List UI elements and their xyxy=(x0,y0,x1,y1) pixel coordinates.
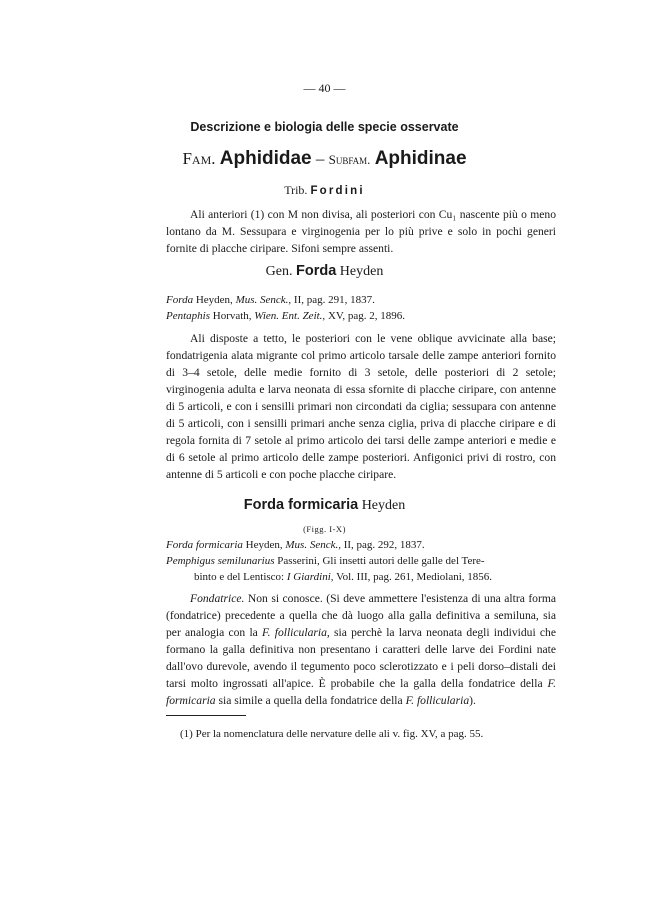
citation-ref: II, pag. 292, 1837. xyxy=(343,539,425,551)
genus-heading xyxy=(0,263,649,280)
citation-text: binto e del Lentisco: xyxy=(194,571,285,583)
citation-author: Heyden, xyxy=(195,294,233,306)
citation-journal: Mus. Senck., xyxy=(235,294,292,306)
citation-journal: Wien. Ent. Zeit., xyxy=(254,310,326,322)
species-name: Forda formicaria xyxy=(243,497,359,513)
family-heading xyxy=(0,150,649,168)
page-number: — 40 — xyxy=(303,81,346,95)
genus-prefix: Gen. xyxy=(265,264,293,279)
citation-taxon: Forda formicaria xyxy=(166,539,243,551)
genus-name: Forda xyxy=(296,263,337,279)
tribe-description xyxy=(166,206,556,257)
genus-description-text: Ali disposte a tetto, le posteriori con le vene oblique avvicinate alla base; fondatrigenia alata migrante col primo articolo tarsale delle zampe anteriori fornito di 3–4 setole, delle medie fornito di 3 setole, delle posteriori di 2 setole; virginogenia adulta e larva neonata di essa sfornite di placche ciripare, con antenne di 5 articoli, e con i sensilli primari non circondati da ciglia; sessupara con antenne di 5 articoli, con i sensilli primari anche senza ciglia, priva di placche ciripare e di regola fornita di 7 setole al primo articolo dei tarsi delle zampe anteriori e medie e di 6 setole al primo articolo delle zampe posteriori. Anfigonici privi di rostro, con antenne di 5 articoli e con poche placche ciripare. xyxy=(166,332,556,481)
citation-author: Heyden, xyxy=(245,539,283,551)
citation-journal: I Giardini, xyxy=(286,571,334,583)
citation-taxon: Forda xyxy=(166,294,194,306)
citation-author: Horvath, xyxy=(212,310,252,322)
tribe-heading xyxy=(0,182,649,200)
citation-ref: Vol. III, pag. 261, Mediolani, 1856. xyxy=(336,571,493,583)
fondatrice-label: Fondatrice. xyxy=(190,592,245,605)
citation-ref: II, pag. 291, 1837. xyxy=(293,294,375,306)
species-author: Heyden xyxy=(361,498,406,513)
family-dash: – xyxy=(315,149,325,168)
citation-taxon: Pemphigus semilunarius xyxy=(166,555,275,567)
species-heading xyxy=(0,497,649,514)
text-run: sia perchè la larva neonata degli individui che formano la galla definitiva non presentano i caratteri delle larve dei Fordini nate dall'ovo durevole, avendo il tegumento poco sclerotizzato e i peli dorso–distali dei tarsi molto ingrossati all'apice. È probabile che la galla della fondatrice della xyxy=(166,626,556,690)
genus-citation xyxy=(166,292,558,308)
footnote-rule xyxy=(166,715,246,716)
text-run: Non si conosce. (Si deve ammettere l'esistenza di una altra forma (fondatrice) precedente a quella che dà luogo alla galla definitiva a semiluna, sia per analogia con la xyxy=(166,592,556,639)
genus-citation xyxy=(166,308,558,324)
fondatrice-text xyxy=(166,590,556,709)
section-title: Descrizione e biologia delle specie osservate xyxy=(190,120,459,134)
citation-ref: XV, pag. 2, 1896. xyxy=(327,310,406,322)
family-name: Aphididae xyxy=(219,148,312,169)
subfamily-abbr: Subfam. xyxy=(328,152,371,167)
species-figures-ref: (Figg. I-X) xyxy=(303,524,346,534)
citation-taxon: Pentaphis xyxy=(166,310,210,322)
citation-journal: Mus. Senck., xyxy=(285,539,341,551)
taxon-ref: F. formicaria xyxy=(166,677,556,707)
taxon-ref: F. follicularia, xyxy=(262,626,330,639)
genus-citations xyxy=(166,292,558,324)
genus-author: Heyden xyxy=(339,264,384,279)
tribe-description-text: Ali anteriori (1) con M non divisa, ali posteriori con Cu₁ nascente più o meno lontano da M. Sessupara e virginogenia per lo più prive e solo in pochi generi fornite di placche ciripare. Sifoni sempre assenti. xyxy=(166,208,556,255)
taxon-ref: F. follicularia xyxy=(405,694,470,707)
species-citations xyxy=(166,537,558,585)
text-run: ). xyxy=(469,694,476,707)
family-abbr: Fam. xyxy=(182,149,216,168)
subfamily-name: Aphidinae xyxy=(374,148,467,169)
text-run: sia simile a quella della fondatrice della xyxy=(218,694,403,707)
footnote: (1) Per la nomenclatura delle nervature delle ali v. fig. XV, a pag. 55. xyxy=(180,728,484,740)
genus-description xyxy=(166,330,556,483)
species-citation xyxy=(166,537,558,553)
citation-author: Passerini, Gli insetti autori delle galle del Tere- xyxy=(277,555,485,567)
tribe-name: Fordini xyxy=(310,185,365,197)
fondatrice-paragraph xyxy=(166,590,556,709)
species-citation xyxy=(166,553,558,569)
species-citation-continuation xyxy=(166,569,558,585)
tribe-abbr: Trib. xyxy=(284,183,308,197)
